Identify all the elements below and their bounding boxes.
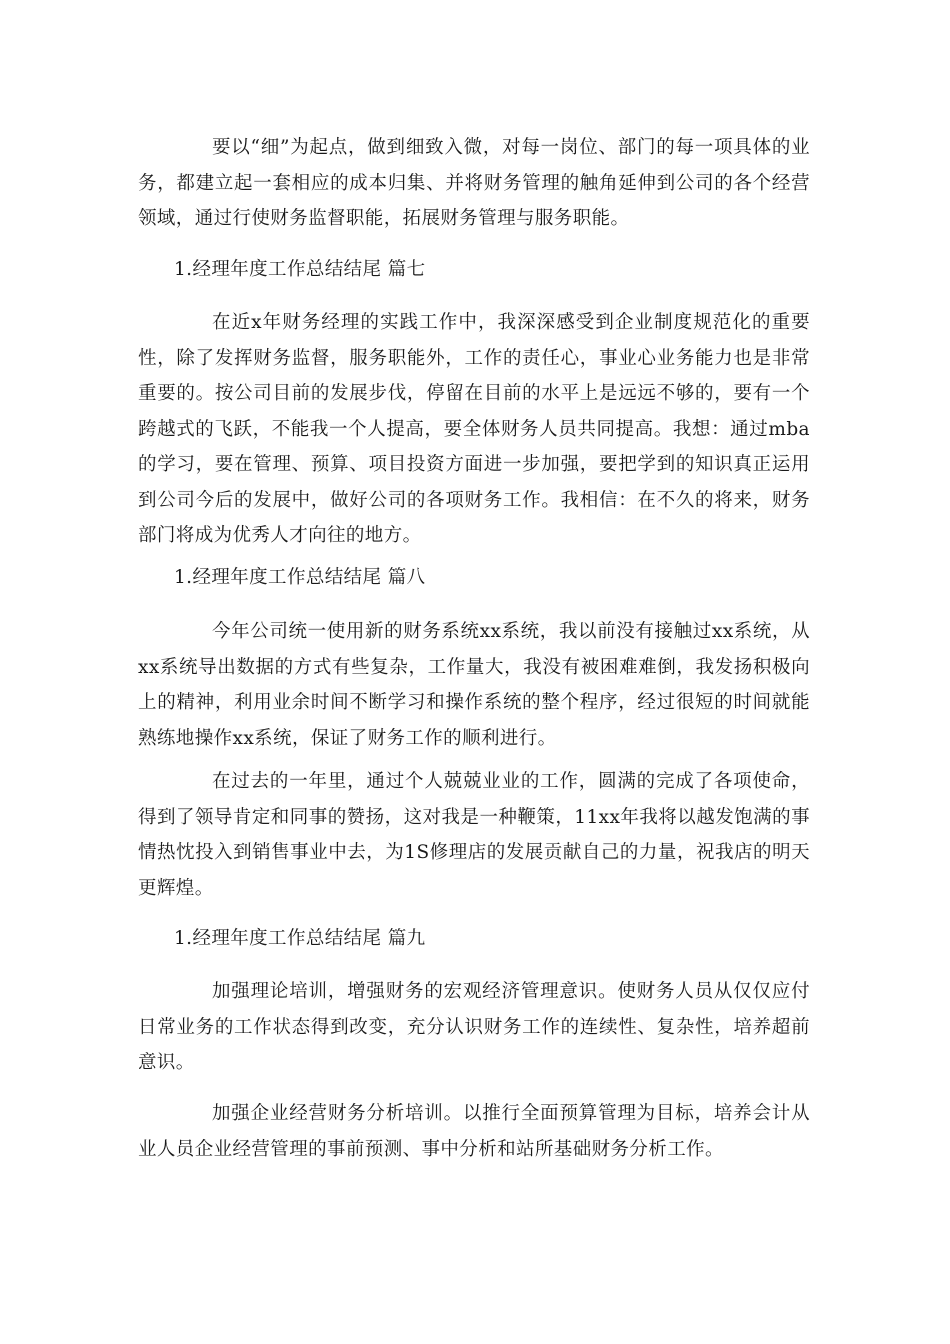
paragraph-section-8-a: 今年公司统一使用新的财务系统xx系统，我以前没有接触过xx系统，从xx系统导出数据的方式有些复杂，工作量大，我没有被困难难倒，我发扬积极向上的精神，利用业余时间不断学习和操作系统的整个程序，经过很短的时间就能熟练地操作xx系统，保证了财务工作的顺利进行。	[138, 621, 810, 749]
paragraph-section-9-b: 加强企业经营财务分析培训。以推行全面预算管理为目标，培养会计从业人员企业经营管理的事前预测、事中分析和站所基础财务分析工作。	[138, 1103, 810, 1160]
paragraph-section-7: 在近x年财务经理的实践工作中，我深深感受到企业制度规范化的重要性，除了发挥财务监督，服务职能外，工作的责任心，事业心业务能力也是非常重要的。按公司目前的发展步伐，停留在目前的水平上是远远不够的，要有一个跨越式的飞跃，不能我一个人提高，要全体财务人员共同提高。我想：通过mba的学习，要在管理、预算、项目投资方面进一步加强，要把学到的知识真正运用到公司今后的发展中，做好公司的各项财务工作。我相信：在不久的将来，财务部门将成为优秀人才向往的地方。	[138, 312, 810, 546]
paragraph-section-8-b: 在过去的一年里，通过个人兢兢业业的工作，圆满的完成了各项使命，得到了领导肯定和同事的赞扬，这对我是一种鞭策，11xx年我将以越发饱满的事情热忱投入到销售事业中去，为1S修理店的发展贡献自己的力量，祝我店的明天更辉煌。	[138, 771, 810, 899]
paragraph-section-9-a: 加强理论培训，增强财务的宏观经济管理意识。使财务人员从仅仅应付日常业务的工作状态得到改变，充分认识财务工作的连续性、复杂性，培养超前意识。	[138, 981, 810, 1073]
section-heading-9: 1.经理年度工作总结结尾 篇九	[174, 928, 426, 949]
section-heading-8: 1.经理年度工作总结结尾 篇八	[174, 567, 426, 588]
section-heading-7: 1.经理年度工作总结结尾 篇七	[174, 259, 426, 280]
paragraph-intro: 要以“细”为起点，做到细致入微，对每一岗位、部门的每一项具体的业务，都建立起一套相应的成本归集、并将财务管理的触角延伸到公司的各个经营领域，通过行使财务监督职能，拓展财务管理与服务职能。	[138, 137, 810, 229]
